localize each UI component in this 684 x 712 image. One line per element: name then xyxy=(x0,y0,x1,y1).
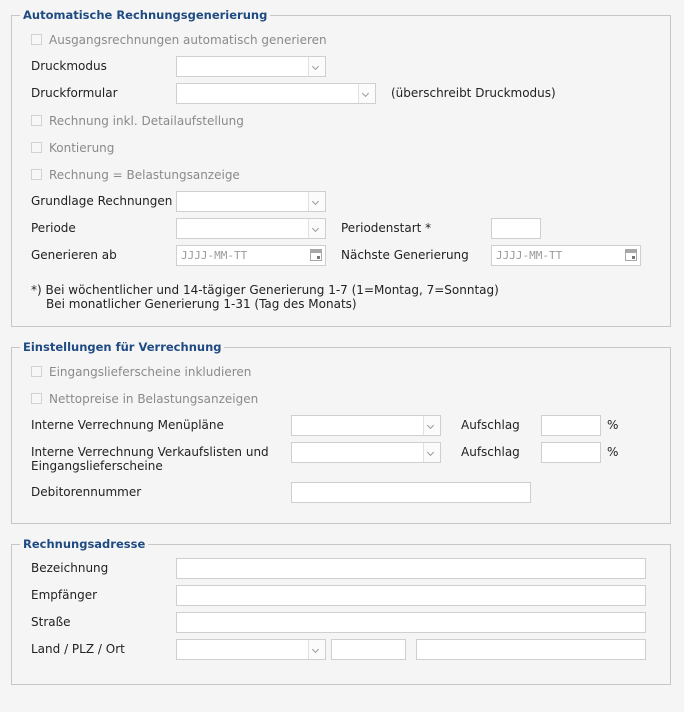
periodenstart-label: Periodenstart * xyxy=(341,221,432,235)
plz-input[interactable] xyxy=(331,639,406,660)
aufschlag-input-1[interactable] xyxy=(541,415,601,436)
druckmodus-label: Druckmodus xyxy=(31,59,107,73)
calendar-icon[interactable] xyxy=(310,249,322,261)
auto-generation-legend: Automatische Rechnungsgenerierung xyxy=(23,8,268,22)
land-select[interactable] xyxy=(176,639,326,660)
eingang-label: Eingangslieferscheine inkludieren xyxy=(49,365,252,379)
auto-generate-checkbox[interactable] xyxy=(31,34,42,45)
auto-generate-label: Ausgangsrechnungen automatisch generieren xyxy=(49,33,327,47)
debitor-label: Debitorennummer xyxy=(31,485,142,499)
chevron-down-icon xyxy=(427,422,434,429)
aufschlag-label-2: Aufschlag xyxy=(461,445,520,459)
naechste-generierung-placeholder: JJJJ-MM-TT xyxy=(496,249,563,262)
periode-note-line1: *) Bei wöchentlicher und 14-tägiger Generierung 1-7 (1=Montag, 7=Sonntag) xyxy=(31,283,499,297)
menueplaene-label: Interne Verrechnung Menüpläne xyxy=(31,418,224,432)
chevron-down-icon xyxy=(427,449,434,456)
grundlage-label: Grundlage Rechnungen xyxy=(31,194,173,208)
menueplaene-dropdown-trigger[interactable] xyxy=(423,416,440,435)
netto-checkbox[interactable] xyxy=(31,393,42,404)
druckformular-dropdown-trigger[interactable] xyxy=(358,84,375,103)
verkaufslisten-dropdown-trigger[interactable] xyxy=(423,443,440,462)
percent-label-2: % xyxy=(607,445,619,459)
druckformular-hint: (überschreibt Druckmodus) xyxy=(391,86,556,100)
ort-input[interactable] xyxy=(416,639,646,660)
naechste-generierung-label: Nächste Generierung xyxy=(341,248,469,262)
eingang-checkbox[interactable] xyxy=(31,366,42,377)
debitor-input[interactable] xyxy=(291,482,531,503)
belastung-label: Rechnung = Belastungsanzeige xyxy=(49,168,240,182)
druckmodus-dropdown-trigger[interactable] xyxy=(308,57,325,76)
generieren-ab-label: Generieren ab xyxy=(31,248,117,262)
verkaufslisten-label-line2: Eingangslieferscheine xyxy=(31,459,163,473)
kontierung-checkbox[interactable] xyxy=(31,142,42,153)
generieren-ab-placeholder: JJJJ-MM-TT xyxy=(181,249,248,262)
aufschlag-input-2[interactable] xyxy=(541,442,601,463)
detail-label: Rechnung inkl. Detailaufstellung xyxy=(49,114,244,128)
druckformular-select[interactable] xyxy=(176,83,376,104)
strasse-input[interactable] xyxy=(176,612,646,633)
chevron-down-icon xyxy=(312,646,319,653)
grundlage-dropdown-trigger[interactable] xyxy=(308,192,325,211)
kontierung-label: Kontierung xyxy=(49,141,115,155)
periode-dropdown-trigger[interactable] xyxy=(308,219,325,238)
periodenstart-input[interactable] xyxy=(491,218,541,239)
detail-checkbox[interactable] xyxy=(31,115,42,126)
druckmodus-select[interactable] xyxy=(176,56,326,77)
periode-note-line2: Bei monatlicher Generierung 1-31 (Tag des Monats) xyxy=(46,297,357,311)
belastung-checkbox[interactable] xyxy=(31,169,42,180)
bezeichnung-label: Bezeichnung xyxy=(31,561,109,575)
verkaufslisten-label-line1: Interne Verrechnung Verkaufslisten und xyxy=(31,445,269,459)
empfaenger-label: Empfänger xyxy=(31,588,98,602)
generieren-ab-date[interactable] xyxy=(176,245,326,266)
chevron-down-icon xyxy=(312,198,319,205)
aufschlag-label-1: Aufschlag xyxy=(461,418,520,432)
verrechnung-legend: Einstellungen für Verrechnung xyxy=(23,340,222,354)
periode-select[interactable] xyxy=(176,218,326,239)
chevron-down-icon xyxy=(312,63,319,70)
land-plz-ort-label: Land / PLZ / Ort xyxy=(31,642,125,656)
periode-label: Periode xyxy=(31,221,76,235)
calendar-icon[interactable] xyxy=(625,249,637,261)
percent-label-1: % xyxy=(607,418,619,432)
rechnungsadresse-legend: Rechnungsadresse xyxy=(23,537,146,551)
empfaenger-input[interactable] xyxy=(176,585,646,606)
netto-label: Nettopreise in Belastungsanzeigen xyxy=(49,392,259,406)
bezeichnung-input[interactable] xyxy=(176,558,646,579)
verkaufslisten-select[interactable] xyxy=(291,442,441,463)
grundlage-select[interactable] xyxy=(176,191,326,212)
chevron-down-icon xyxy=(312,225,319,232)
chevron-down-icon xyxy=(362,90,369,97)
druckformular-label: Druckformular xyxy=(31,86,118,100)
strasse-label: Straße xyxy=(31,615,71,629)
naechste-generierung-date[interactable] xyxy=(491,245,641,266)
menueplaene-select[interactable] xyxy=(291,415,441,436)
land-dropdown-trigger[interactable] xyxy=(308,640,325,659)
